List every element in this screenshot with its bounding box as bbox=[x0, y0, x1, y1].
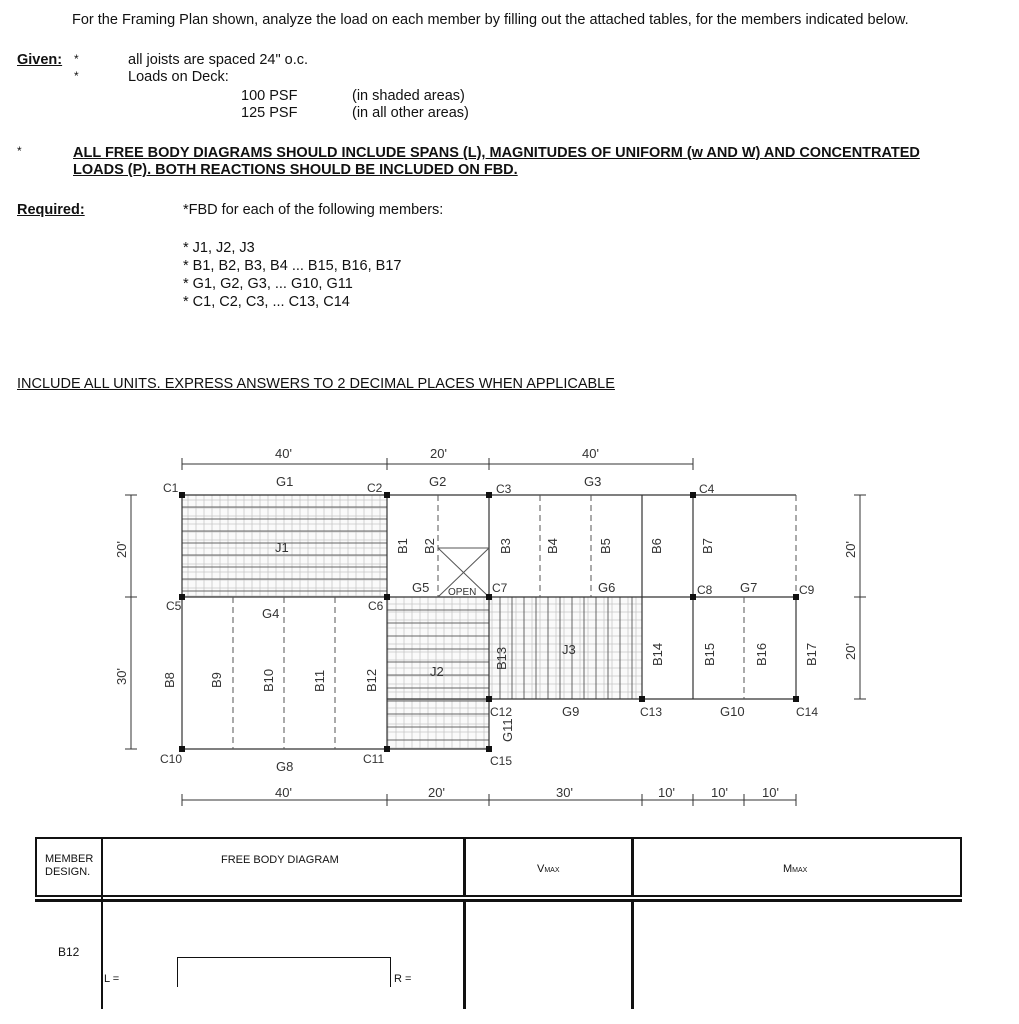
girder-label: G5 bbox=[412, 580, 430, 595]
beam-label: B7 bbox=[700, 538, 715, 554]
dim-bottom: 30' bbox=[556, 785, 573, 800]
girder-label: G11 bbox=[500, 718, 515, 742]
column-label: C10 bbox=[160, 752, 183, 766]
open-label: OPEN bbox=[448, 587, 477, 598]
dim-bottom: 20' bbox=[428, 785, 445, 800]
fbd-note-line-2: LOADS (P). BOTH REACTIONS SHOULD BE INCLUDED ON FBD. bbox=[73, 162, 518, 178]
fbd-note-line-1: ALL FREE BODY DIAGRAMS SHOULD INCLUDE SPANS (L), MAGNITUDES OF UNIFORM (w AND W) AND CONCENTRATED bbox=[73, 145, 920, 161]
girder-label: G1 bbox=[276, 474, 294, 489]
beam-label: B12 bbox=[364, 668, 379, 692]
column-label: C1 bbox=[163, 481, 179, 495]
col-fbd: FREE BODY DIAGRAM bbox=[221, 854, 339, 866]
beam-label: B16 bbox=[754, 642, 769, 666]
dim-top: 40' bbox=[275, 446, 292, 461]
girder-label: G6 bbox=[598, 580, 616, 595]
column-label: C14 bbox=[796, 705, 819, 719]
dim-right: 20' bbox=[843, 541, 858, 558]
open-area bbox=[438, 548, 489, 598]
column-label: C7 bbox=[492, 581, 508, 595]
dim-bottom: 40' bbox=[275, 785, 292, 800]
dim-left: 30' bbox=[114, 668, 129, 685]
dim-bottom: 10' bbox=[711, 785, 728, 800]
girder-label: G7 bbox=[740, 580, 758, 595]
given-label: Given: bbox=[17, 52, 63, 68]
left-reaction-label: L = bbox=[104, 973, 120, 985]
required-item: * J1, J2, J3 bbox=[183, 240, 255, 256]
beam-label: B8 bbox=[162, 672, 177, 688]
units-note: INCLUDE ALL UNITS. EXPRESS ANSWERS TO 2 DECIMAL PLACES WHEN APPLICABLE bbox=[17, 376, 615, 392]
right-reaction-label: R = bbox=[394, 973, 412, 985]
load-other-value: 125 PSF bbox=[241, 105, 298, 121]
joist-label: J1 bbox=[275, 540, 289, 555]
column-label: C8 bbox=[697, 583, 713, 597]
beam-label: B6 bbox=[649, 538, 664, 554]
required-item: * G1, G2, G3, ... G10, G11 bbox=[183, 276, 353, 292]
beam-label: B13 bbox=[494, 646, 509, 670]
framing-plan bbox=[0, 440, 1019, 825]
girder-label: G10 bbox=[720, 704, 745, 719]
beam-label: B5 bbox=[598, 538, 613, 554]
column-label: C2 bbox=[367, 481, 383, 495]
col-mmax: MMAX bbox=[783, 863, 808, 875]
load-shaded-note: (in shaded areas) bbox=[352, 88, 465, 104]
given-item-loads: Loads on Deck: bbox=[128, 69, 229, 85]
row-member: B12 bbox=[58, 945, 80, 959]
beam-label: B3 bbox=[498, 538, 513, 554]
given-bullet-2: * bbox=[74, 69, 79, 83]
beam-label: B15 bbox=[702, 642, 717, 666]
fbd-beam-box bbox=[177, 957, 391, 987]
col-vmax: VMAX bbox=[537, 863, 560, 875]
joist-label: J2 bbox=[430, 664, 444, 679]
dim-top: 40' bbox=[582, 446, 599, 461]
beam-label: B1 bbox=[395, 538, 410, 554]
dim-top: 20' bbox=[430, 446, 447, 461]
girder-label: G3 bbox=[584, 474, 602, 489]
beam-label: B4 bbox=[545, 538, 560, 554]
beam-label: B11 bbox=[312, 669, 327, 692]
beam-label: B17 bbox=[804, 642, 819, 666]
dim-left: 20' bbox=[114, 541, 129, 558]
fbd-note-bullet: * bbox=[17, 144, 22, 158]
joist-label: J3 bbox=[562, 642, 576, 657]
girder-label: G8 bbox=[276, 759, 294, 774]
required-item: * C1, C2, C3, ... C13, C14 bbox=[183, 294, 350, 310]
dim-bottom: 10' bbox=[762, 785, 779, 800]
beam-label: B2 bbox=[422, 538, 437, 554]
beam-label: B9 bbox=[209, 672, 224, 688]
given-bullet-1: * bbox=[74, 52, 79, 66]
girder-label: G9 bbox=[562, 704, 580, 719]
girder-label: G4 bbox=[262, 606, 280, 621]
required-label: Required: bbox=[17, 202, 85, 218]
girder-label: G2 bbox=[429, 474, 447, 489]
required-item: * B1, B2, B3, B4 ... B15, B16, B17 bbox=[183, 258, 402, 274]
column-label: C15 bbox=[490, 754, 513, 768]
required-heading: *FBD for each of the following members: bbox=[183, 202, 444, 218]
col-member-design: MEMBER DESIGN. bbox=[45, 853, 94, 878]
beam-label: B10 bbox=[261, 668, 276, 692]
intro-text: For the Framing Plan shown, analyze the load on each member by filling out the attached tables, for the members indicated below. bbox=[72, 12, 909, 28]
load-shaded-value: 100 PSF bbox=[241, 88, 298, 104]
column-label: C9 bbox=[799, 583, 815, 597]
load-other-note: (in all other areas) bbox=[352, 105, 469, 121]
column-label: C13 bbox=[640, 705, 663, 719]
column-label: C12 bbox=[490, 705, 513, 719]
column-label: C4 bbox=[699, 482, 715, 496]
table-header bbox=[35, 837, 962, 897]
column-label: C3 bbox=[496, 482, 512, 496]
given-item-spacing: all joists are spaced 24" o.c. bbox=[128, 52, 309, 68]
dim-right: 20' bbox=[843, 643, 858, 660]
column-label: C6 bbox=[368, 599, 384, 613]
beam-label: B14 bbox=[650, 642, 665, 666]
dim-bottom: 10' bbox=[658, 785, 675, 800]
column-label: C11 bbox=[363, 752, 385, 766]
column-label: C5 bbox=[166, 599, 182, 613]
